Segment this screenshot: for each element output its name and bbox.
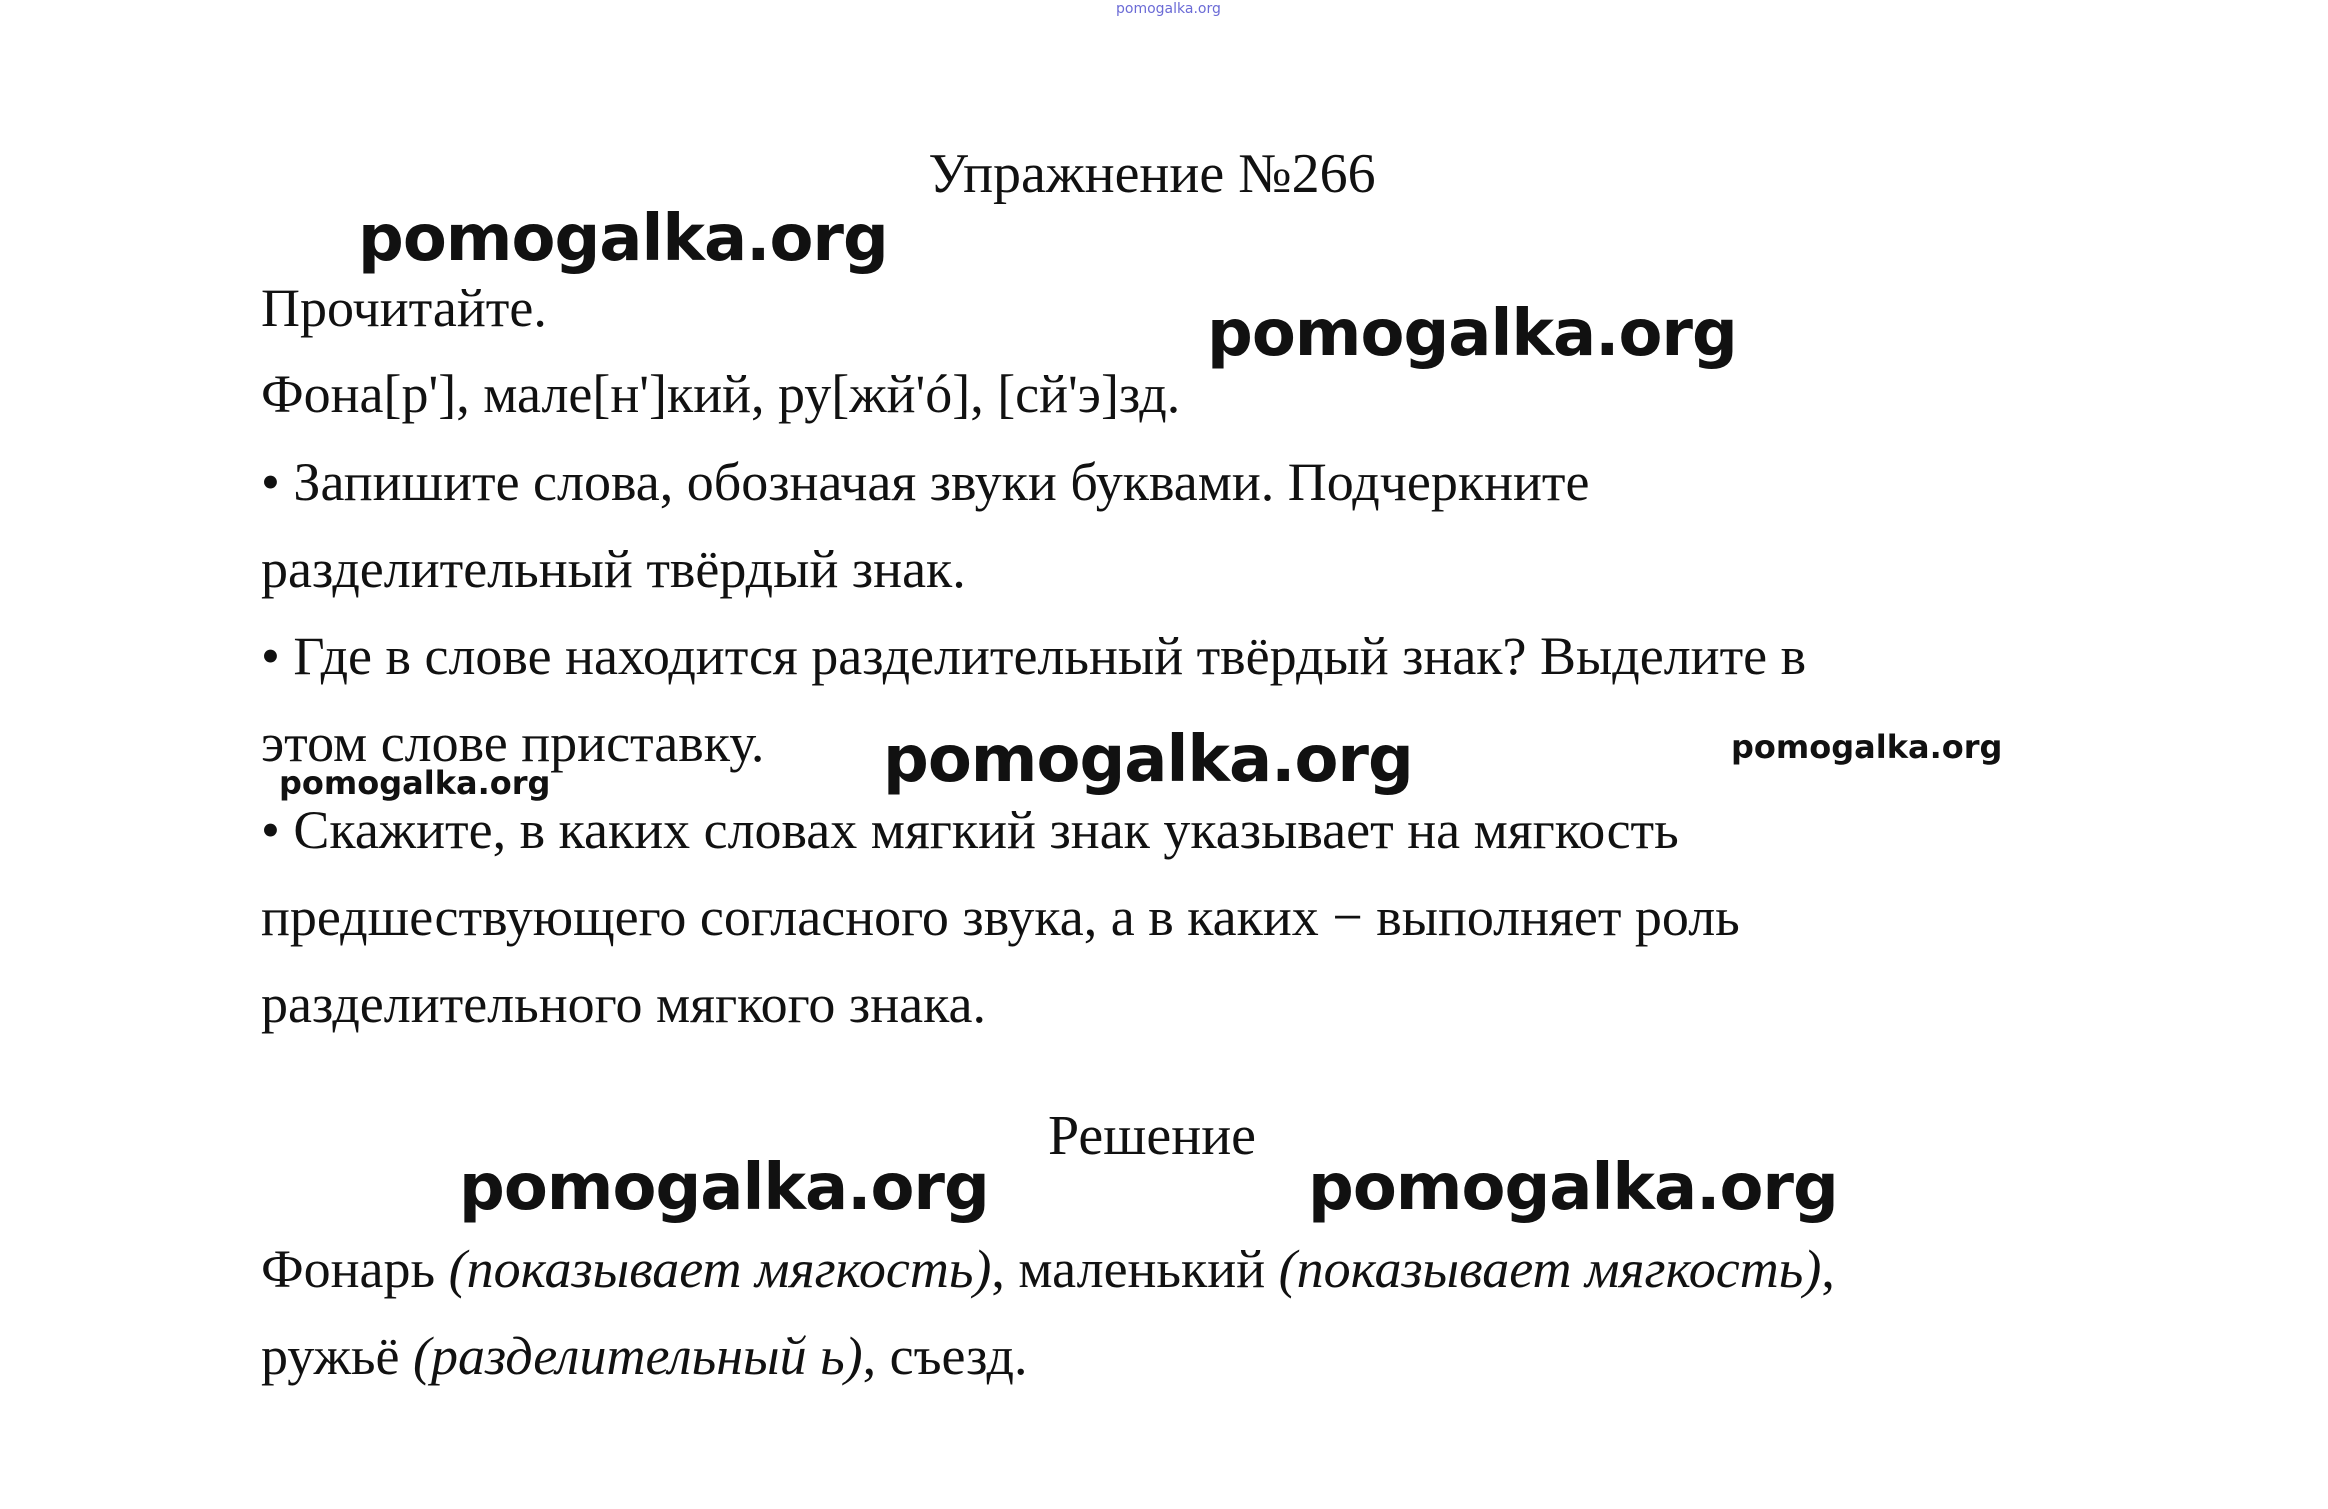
- solution-line-1: [261, 1237, 1835, 1301]
- task-line-6: этом слове приставку.: [261, 713, 765, 773]
- watermark: pomogalka.org: [1731, 728, 2003, 766]
- solution-punctuation: ,: [1821, 1239, 1835, 1299]
- task-line-7: • Скажите, в каких словах мягкий знак указывает на мягкость: [261, 800, 1679, 860]
- solution-title: Решение: [1047, 1105, 1257, 1167]
- exercise-title: Упражнение №266: [928, 143, 1376, 205]
- solution-note: (показывает мягкость): [1278, 1239, 1822, 1299]
- header-watermark: pomogalka.org: [1116, 1, 1221, 17]
- task-line-8: предшествующего согласного звука, а в каких − выполняет роль: [261, 887, 1740, 947]
- task-line-5: • Где в слове находится разделительный твёрдый знак? Выделите в: [261, 626, 1807, 686]
- task-line-2: Фона[р'], мале[н']кий, ру[жй'ó], [сй'э]зд.: [261, 364, 1181, 424]
- watermark: pomogalka.org: [459, 1151, 989, 1225]
- solution-line-2: [261, 1324, 1027, 1388]
- solution-word: ружьё: [261, 1326, 413, 1386]
- task-line-9: разделительного мягкого знака.: [261, 974, 986, 1034]
- solution-word: , съезд.: [862, 1326, 1028, 1386]
- task-line-3: • Запишите слова, обозначая звуки буквами. Подчеркните: [261, 452, 1590, 512]
- task-line-1: Прочитайте.: [261, 278, 547, 338]
- task-line-4: разделительный твёрдый знак.: [261, 539, 966, 599]
- watermark: pomogalka.org: [279, 764, 551, 802]
- watermark: pomogalka.org: [1308, 1151, 1838, 1225]
- watermark: pomogalka.org: [1207, 297, 1737, 371]
- solution-word: Фонарь: [261, 1239, 449, 1299]
- solution-note: (разделительный ь): [412, 1326, 863, 1386]
- watermark: pomogalka.org: [883, 723, 1413, 797]
- solution-note: (показывает мягкость): [448, 1239, 992, 1299]
- solution-word: , маленький: [991, 1239, 1279, 1299]
- watermark: pomogalka.org: [358, 202, 888, 276]
